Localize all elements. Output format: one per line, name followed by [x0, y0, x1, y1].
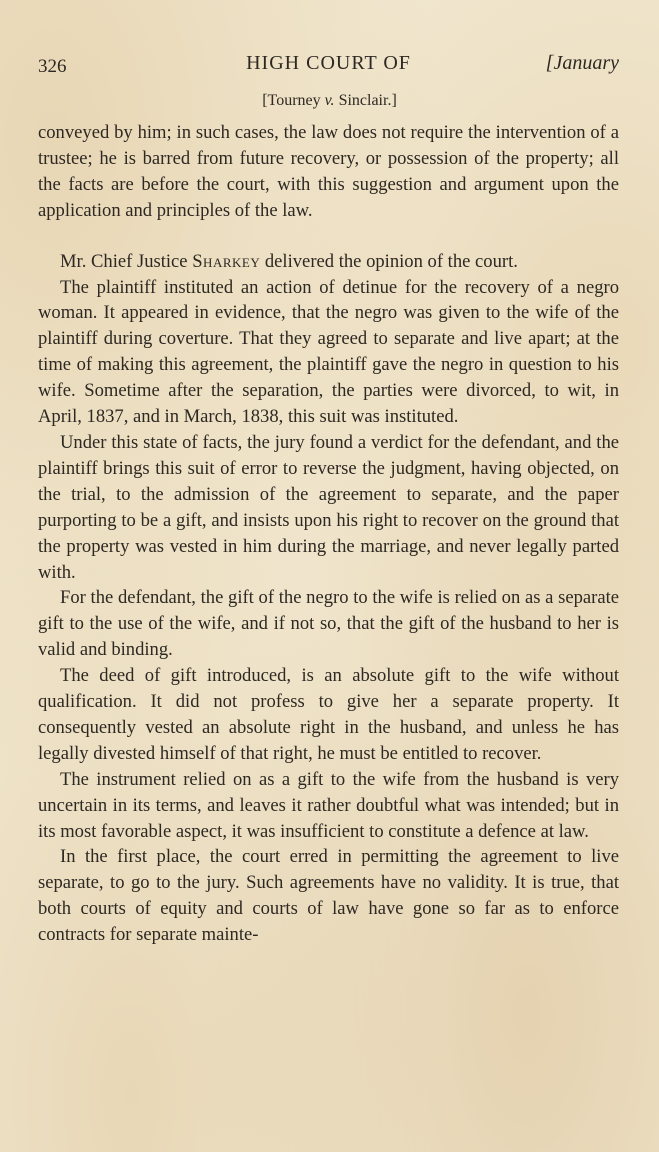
caption-close-bracket: ]: [391, 92, 397, 109]
instrument-paragraph: The instrument relied on as a gift to the wife from the husband is very uncertain in its terms, and leaves it rather doubtful what was intended; but in its most favorable aspect, it was insufficient to constitute a defence at law.: [38, 768, 619, 842]
case-caption: [0, 92, 659, 110]
term-label: [January: [545, 52, 619, 74]
argument-continuation-paragraph: conveyed by him; in such cases, the law does not require the intervention of a trustee; he is barred from future recovery, or possession of the property; all the facts are before the court, with this suggestion and argument upon the application and principles of the law.: [38, 122, 619, 221]
defendant-paragraph: For the defendant, the gift of the negro to the wife is relied on as a separate gift to the use of the wife, and if not so, that the gift of the husband to her is valid and binding.: [38, 587, 619, 661]
opinion-intro-after: delivered the opinion of the court.: [260, 250, 518, 272]
facts-paragraph: The plaintiff instituted an action of detinue for the recovery of a negro woman. It appeared in evidence, that the negro was given to the wife of the plaintiff during coverture. That they agreed to separate and live apart; at the time of making this agreement, the plaintiff gave the negro in question to his wife. Sometime after the separation, the parties were divorced, to wit, in April, 1837, and in March, 1838, this suit was instituted.: [38, 276, 619, 428]
opinion-intro-before: Mr. Chief Justice: [60, 250, 193, 272]
caption-open-bracket: [: [262, 92, 268, 109]
court-title: HIGH COURT OF: [246, 52, 411, 74]
justice-name: Sharkey: [192, 250, 261, 272]
caption-party-one: Tourney: [267, 92, 321, 109]
caption-versus: v.: [324, 92, 335, 109]
caption-party-two: Sinclair.: [338, 92, 392, 109]
verdict-paragraph: Under this state of facts, the jury found a verdict for the defendant, and the plaintiff brings this suit of error to reverse the judgment, having objected, on the trial, to the admission of the agreement to separate, and the paper purporting to be a gift, and insists upon his right to recover on the ground that the property was vested in him during the marriage, and never legally parted with.: [38, 431, 619, 583]
opinion-intro-paragraph: [38, 249, 619, 275]
error-paragraph: In the first place, the court erred in permitting the agreement to live separate, to go to the jury. Such agreements have no validity. It is true, that both courts of equity and courts of law have gone so far as to enforce contracts for separate mainte-: [38, 846, 619, 946]
deed-paragraph: The deed of gift introduced, is an absolute gift to the wife without qualification. It did not profess to give her a separate property. It consequently vested an absolute right in the husband, and unless he has legally divested himself of that right, he must be entitled to recover.: [38, 665, 619, 764]
page-number: 326: [38, 56, 67, 77]
opinion-body: [38, 120, 619, 948]
running-head: [38, 52, 619, 78]
